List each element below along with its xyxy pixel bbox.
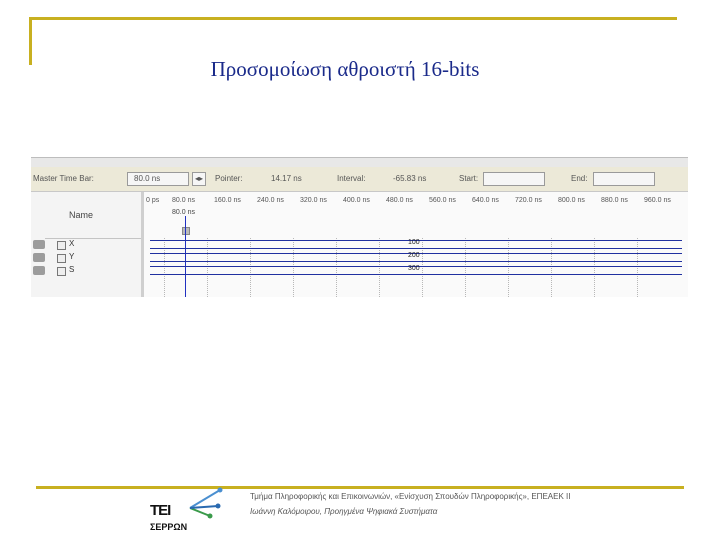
interval-value: -65.83 ns [393, 174, 427, 183]
pointer-label: Pointer: [215, 174, 243, 183]
pointer-value: 14.17 ns [271, 174, 302, 183]
start-field[interactable] [483, 172, 545, 186]
expand-icon[interactable] [57, 267, 66, 276]
time-tick: 480.0 ns [386, 197, 413, 204]
logo-text: ΤΕΙ [150, 502, 171, 519]
time-tick: 320.0 ns [300, 197, 327, 204]
time-tick: 400.0 ns [343, 197, 370, 204]
time-tick: 560.0 ns [429, 197, 456, 204]
logo-subtext: ΣΕΡΡΩΝ [150, 522, 188, 532]
bus-value-x: 100 [408, 239, 420, 246]
name-column-header [45, 192, 141, 239]
signal-name: S [69, 265, 75, 274]
slide-title: Προσομοίωση αθροιστή 16-bits [210, 57, 480, 81]
cursor-handle[interactable] [182, 227, 190, 235]
time-tick: 720.0 ns [515, 197, 542, 204]
start-label: Start: [459, 174, 479, 183]
time-tick: 80.0 ns [172, 197, 195, 204]
expand-icon[interactable] [57, 254, 66, 263]
signal-name: Y [69, 252, 75, 261]
master-time-field[interactable]: 80.0 ns [127, 172, 189, 186]
time-tick: 880.0 ns [601, 197, 628, 204]
signal-row-s[interactable] [31, 264, 141, 276]
top-rule [29, 17, 677, 20]
waveform-pane [144, 192, 688, 297]
time-tick: 800.0 ns [558, 197, 585, 204]
tei-logo [150, 486, 230, 540]
bottom-rule [36, 486, 684, 489]
time-tick: 240.0 ns [257, 197, 284, 204]
bus-value-y: 200 [408, 252, 420, 259]
footer-department: Τμήμα Πληροφορικής και Επικοινωνιών, «Ενίσχυση Σπουδών Πληροφορικής», ΕΠΕΑΕΚ ΙΙ [250, 492, 571, 501]
signal-name: X [69, 239, 75, 248]
time-tick: 960.0 ns [644, 197, 671, 204]
signal-row-y[interactable] [31, 251, 141, 263]
name-header-label: Name [69, 210, 94, 220]
spin-arrows-icon[interactable]: ◂▸ [192, 172, 206, 186]
cursor-time-label: 80.0 ns [172, 209, 195, 216]
input-pin-icon [33, 253, 45, 262]
signal-name-column [31, 192, 142, 297]
output-pin-icon [33, 266, 45, 275]
end-field[interactable] [593, 172, 655, 186]
master-time-label: Master Time Bar: [33, 174, 94, 183]
time-tick: 640.0 ns [472, 197, 499, 204]
bus-value-s: 300 [408, 265, 420, 272]
waveform-simulator [31, 157, 688, 297]
input-pin-icon [33, 240, 45, 249]
footer-author: Ιωάννη Καλόμοιρου, Προηγμένα Ψηφιακά Συστήματα [250, 507, 438, 516]
time-tick: 160.0 ns [214, 197, 241, 204]
interval-label: Interval: [337, 174, 366, 183]
end-label: End: [571, 174, 588, 183]
signal-row-x[interactable] [31, 238, 141, 250]
time-tick: 0 ps [146, 197, 160, 204]
simulator-toolbar [31, 167, 688, 192]
expand-icon[interactable] [57, 241, 66, 250]
